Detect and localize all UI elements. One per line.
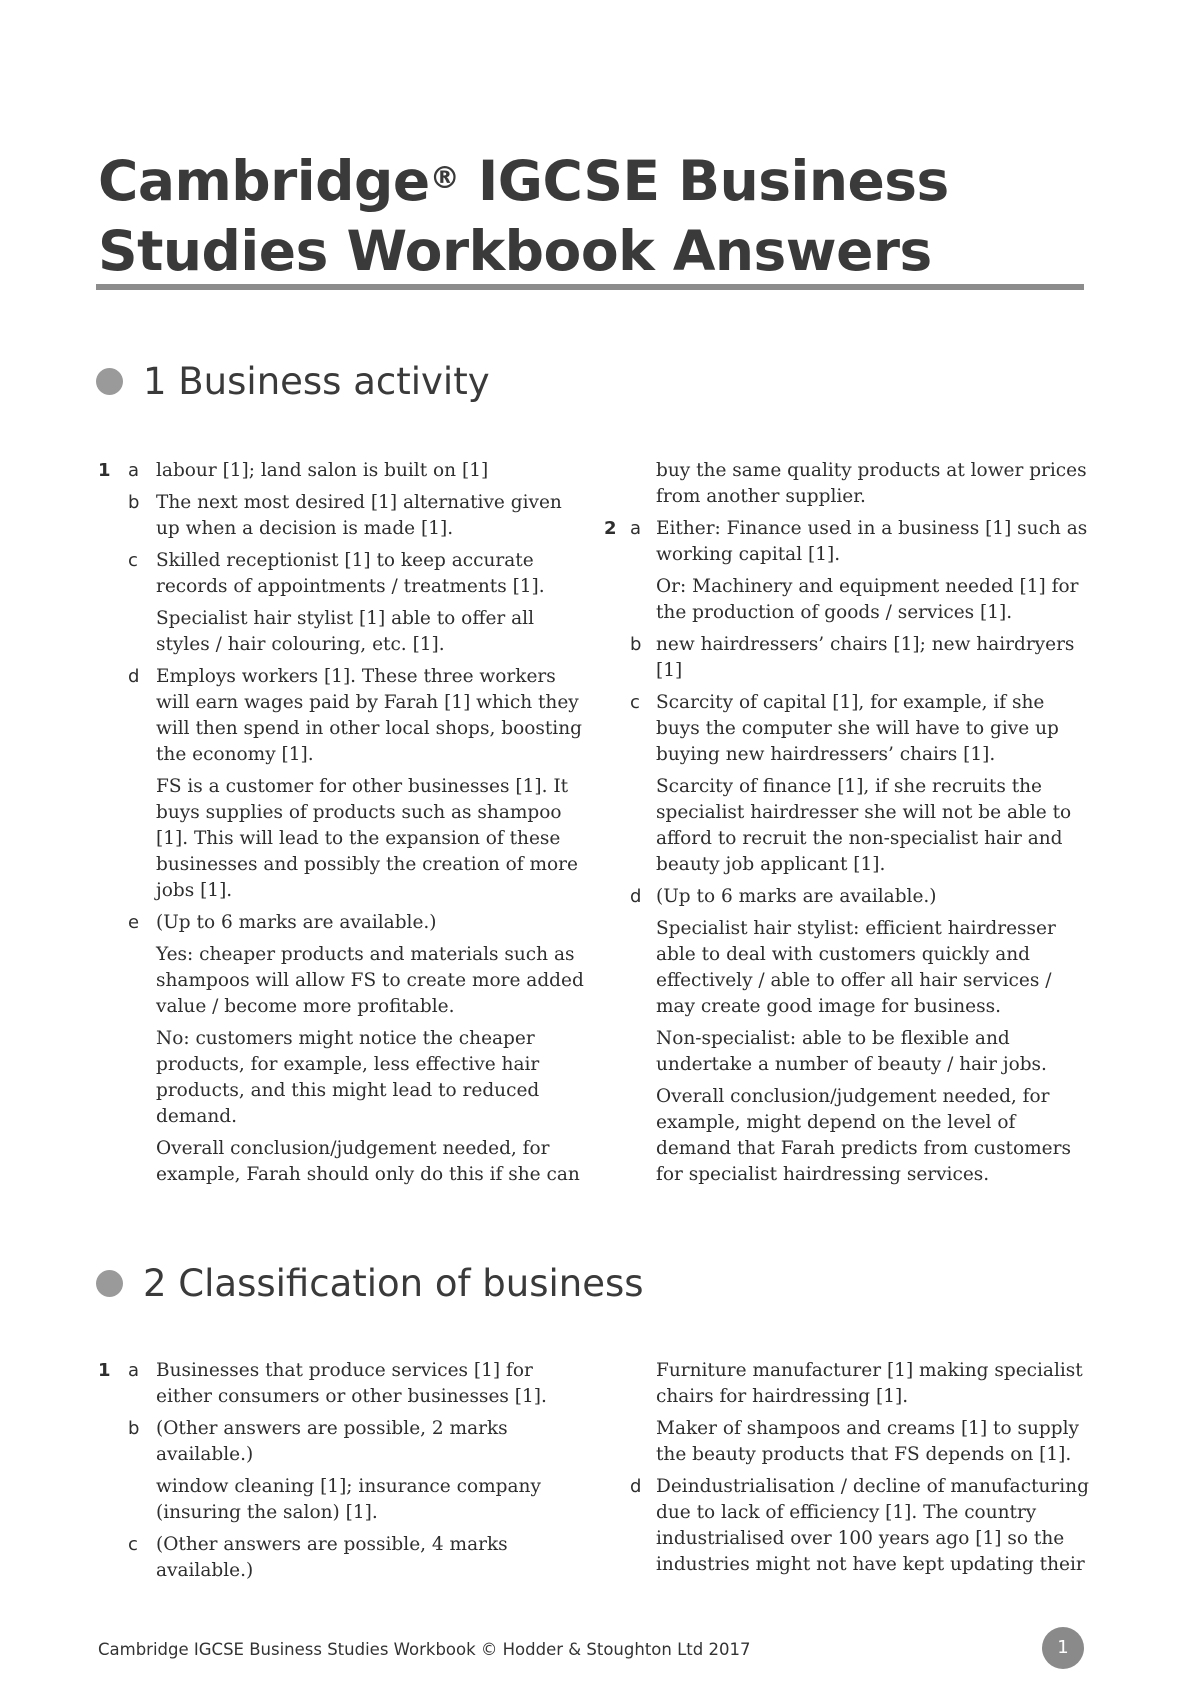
section2-right-column — [600, 1358, 1092, 1578]
answer-text: labour [1]; land salon is built on [1] — [156, 460, 489, 481]
answer-text: Either: Finance used in a business [1] such as working capital [1]. — [656, 518, 1088, 565]
answer-text: Employs workers [1]. These three workers will earn wages paid by Farah [1] which they will then spend in other local shops, boosting the economy [1]. — [156, 666, 582, 765]
answer-text: Overall conclusion/judgement needed, for example, might depend on the level of demand that Farah predicts from customers for specialist hairdressing services. — [656, 1086, 1071, 1185]
answer-text: Furniture manufacturer [1] making specialist chairs for hairdressing [1]. — [656, 1360, 1083, 1407]
answer-text: No: customers might notice the cheaper products, for example, less effective hair products, and this might lead to reduced demand. — [156, 1028, 540, 1127]
answer-text: Deindustrialisation / decline of manufacturing due to lack of efficiency [1]. The country industrialised over 100 years ago [1] so the industries might not have kept updating their — [656, 1476, 1089, 1575]
page-footer: Cambridge IGCSE Business Studies Workbook © Hodder & Stoughton Ltd 2017 — [98, 1640, 751, 1659]
section1-left-column — [98, 458, 590, 1188]
answer-text: The next most desired [1] alternative given up when a decision is made [1]. — [156, 492, 562, 539]
document-title — [98, 146, 1088, 286]
answer-text: (Other answers are possible, 4 marks available.) — [156, 1534, 508, 1581]
part-label: d — [128, 666, 140, 687]
answer-text: Scarcity of finance [1], if she recruits the specialist hairdresser she will not be able to afford to recruit the non-specialist hair and beauty job applicant [1]. — [656, 776, 1072, 875]
title-line2: Studies Workbook Answers — [98, 219, 932, 283]
answer-text: buy the same quality products at lower prices from another supplier. — [656, 460, 1087, 507]
answer-text: Overall conclusion/judgement needed, for example, Farah should only do this if she can — [156, 1138, 580, 1185]
answer-text: new hairdressers’ chairs [1]; new hairdryers [1] — [656, 634, 1075, 681]
part-label: b — [630, 634, 642, 655]
part-label: a — [630, 518, 642, 539]
part-label: e — [128, 912, 140, 933]
answer-1c — [98, 548, 590, 658]
part-label: c — [128, 1534, 138, 1555]
answer-2c — [600, 690, 1092, 878]
answer-1e — [98, 910, 590, 1188]
answer-text: Specialist hair stylist [1] able to offer all styles / hair colouring, etc. [1]. — [156, 608, 534, 655]
title-main: Cambridge — [98, 149, 430, 213]
section1-title: 1 Business activity — [143, 360, 490, 403]
title-line1-rest: IGCSE Business — [459, 149, 949, 213]
answer-2b — [600, 632, 1092, 684]
section-bullet-icon — [96, 368, 123, 395]
answer-text: (Other answers are possible, 2 marks available.) — [156, 1418, 508, 1465]
answer-1a — [98, 458, 590, 484]
section1-right-column — [600, 458, 1092, 1188]
answer-text: window cleaning [1]; insurance company (insuring the salon) [1]. — [156, 1476, 541, 1523]
answer-text: FS is a customer for other businesses [1]. It buys supplies of products such as shampoo [1]. This will lead to the expansion of these businesses and possibly the creation of more jobs [1]. — [156, 776, 578, 901]
answer-text: Yes: cheaper products and materials such as shampoos will allow FS to create more added value / become more profitable. — [156, 944, 584, 1017]
section1-heading — [96, 360, 490, 403]
answer-1b — [98, 490, 590, 542]
answer-2a — [600, 516, 1092, 626]
answer-text: Skilled receptionist [1] to keep accurate records of appointments / treatments [1]. — [156, 550, 545, 597]
part-label: b — [128, 1418, 140, 1439]
answer-2d — [600, 884, 1092, 1188]
answer-1e-continued — [600, 458, 1092, 510]
registered-mark: ® — [429, 161, 460, 196]
answer-text: (Up to 6 marks are available.) — [656, 886, 937, 907]
section2-title: 2 Classification of business — [143, 1262, 644, 1305]
answer-s2-1c-continued — [600, 1358, 1092, 1468]
part-label: a — [128, 1360, 140, 1381]
question-number: 1 — [98, 460, 111, 481]
answer-s2-1b — [98, 1416, 590, 1526]
answer-text: Or: Machinery and equipment needed [1] for the production of goods / services [1]. — [656, 576, 1079, 623]
page-number-badge: 1 — [1042, 1627, 1084, 1669]
answer-s2-1c — [98, 1532, 590, 1584]
part-label: c — [630, 692, 640, 713]
section2-left-column — [98, 1358, 590, 1584]
title-divider — [96, 284, 1084, 290]
part-label: a — [128, 460, 140, 481]
question-number: 2 — [604, 518, 617, 539]
section2-heading — [96, 1262, 644, 1305]
answer-1d — [98, 664, 590, 904]
part-label: b — [128, 492, 140, 513]
answer-text: Businesses that produce services [1] for either consumers or other businesses [1]. — [156, 1360, 547, 1407]
answer-text: Scarcity of capital [1], for example, if she buys the computer she will have to give up buying new hairdressers’ chairs [1]. — [656, 692, 1059, 765]
answer-text: Specialist hair stylist: efficient hairdresser able to deal with customers quickly and effectively / able to offer all hair services / may create good image for business. — [656, 918, 1056, 1017]
answer-text: Non-specialist: able to be flexible and undertake a number of beauty / hair jobs. — [656, 1028, 1047, 1075]
part-label: d — [630, 1476, 642, 1497]
answer-s2-1d — [600, 1474, 1092, 1578]
question-number: 1 — [98, 1360, 111, 1381]
answer-text: (Up to 6 marks are available.) — [156, 912, 437, 933]
answer-text: Maker of shampoos and creams [1] to supply the beauty products that FS depends on [1]. — [656, 1418, 1079, 1465]
part-label: c — [128, 550, 138, 571]
part-label: d — [630, 886, 642, 907]
answer-s2-1a — [98, 1358, 590, 1410]
section-bullet-icon — [96, 1270, 123, 1297]
